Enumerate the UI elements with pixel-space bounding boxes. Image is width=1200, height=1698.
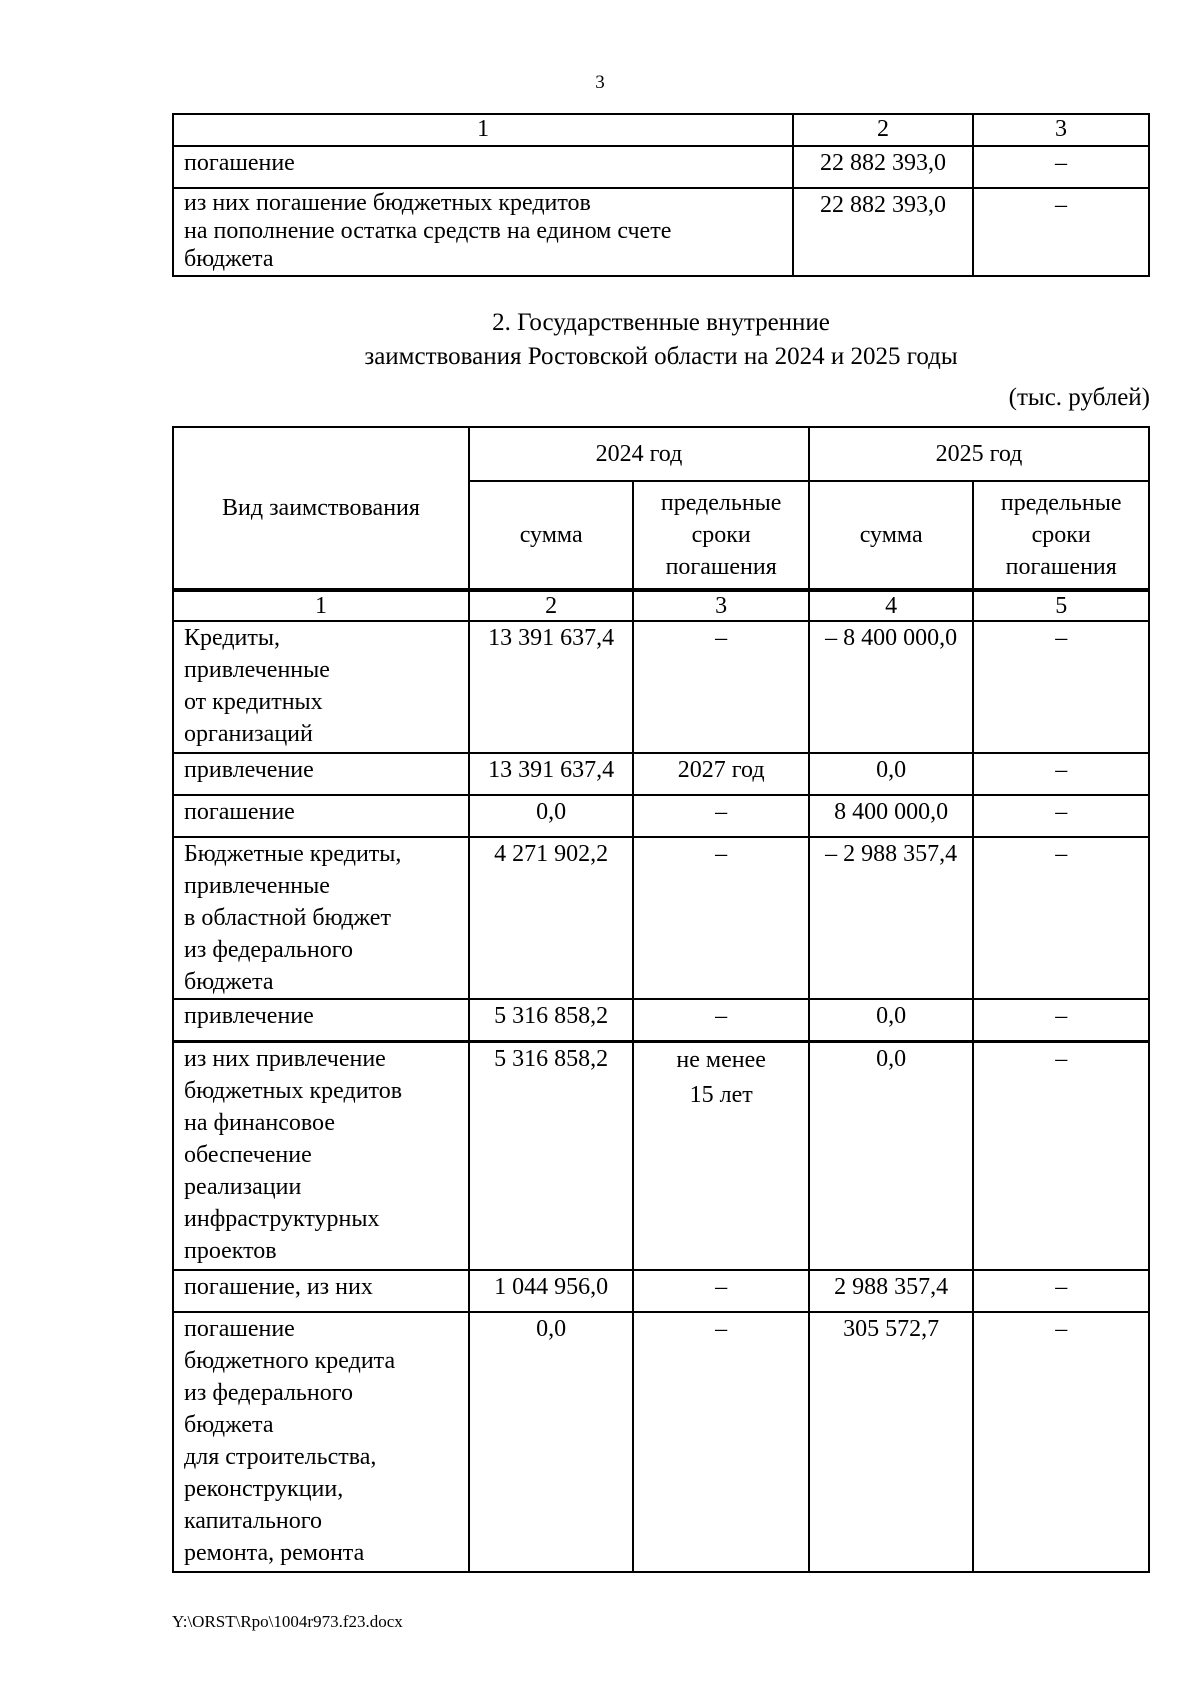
row-label: привлечение — [173, 753, 469, 795]
term-cell: – — [633, 621, 809, 753]
amount-cell: 0,0 — [469, 1312, 633, 1572]
page-number: 3 — [595, 72, 605, 93]
section-title-line: 2. Государственные внутренние — [492, 309, 830, 336]
term-cell: – — [973, 753, 1149, 795]
amount-cell: 5 316 858,2 — [469, 1042, 633, 1271]
row-label: погашение — [173, 146, 793, 188]
header-year-2025: 2025 год — [809, 427, 1149, 481]
amount-cell: – 8 400 000,0 — [809, 621, 973, 753]
amount-cell: 22 882 393,0 — [793, 188, 973, 276]
amount-cell: 2 988 357,4 — [809, 1270, 973, 1312]
amount-cell: 0,0 — [809, 753, 973, 795]
header-vid: Вид заимствования — [173, 427, 469, 590]
row-label: Бюджетные кредиты, привлеченные в областной бюджет из федерального бюджета — [173, 837, 469, 999]
term-cell: – — [633, 837, 809, 999]
term-cell: – — [633, 999, 809, 1042]
column-number: 1 — [173, 590, 469, 621]
table-row — [173, 999, 1149, 1042]
table-row — [173, 1312, 1149, 1572]
file-path-footer: Y:\ORST\Rpo\1004r973.f23.docx — [172, 1612, 403, 1631]
term-cell: 2027 год — [633, 753, 809, 795]
table-row — [173, 1042, 1149, 1271]
amount-cell: 13 391 637,4 — [469, 753, 633, 795]
term-cell: – — [973, 795, 1149, 837]
column-number: 2 — [793, 114, 973, 146]
amount-cell: 13 391 637,4 — [469, 621, 633, 753]
column-number: 1 — [173, 114, 793, 146]
column-number: 3 — [633, 590, 809, 621]
section-title-line: заимствования Ростовской области на 2024 и 2025 годы — [364, 343, 958, 370]
term-cell: – — [633, 1270, 809, 1312]
table-row — [173, 837, 1149, 999]
row-label: Кредиты, привлеченные от кредитных организаций — [173, 621, 469, 753]
table-header-row — [173, 114, 1149, 146]
row-label: привлечение — [173, 999, 469, 1042]
term-cell: – — [973, 999, 1149, 1042]
row-label: из них погашение бюджетных кредитов на пополнение остатка средств на едином счете бюджета — [173, 188, 793, 276]
row-label: из них привлечение бюджетных кредитов на финансовое обеспечение реализации инфраструктурных проектов — [173, 1042, 469, 1271]
table-row — [173, 146, 1149, 188]
row-label: погашение — [173, 795, 469, 837]
amount-cell: 5 316 858,2 — [469, 999, 633, 1042]
amount-cell: – 2 988 357,4 — [809, 837, 973, 999]
amount-cell: 1 044 956,0 — [469, 1270, 633, 1312]
term-cell: не менее 15 лет — [633, 1042, 809, 1271]
table-row — [173, 753, 1149, 795]
term-cell: – — [973, 146, 1149, 188]
column-numbers-row — [173, 590, 1149, 621]
term-cell: – — [973, 1270, 1149, 1312]
column-number: 2 — [469, 590, 633, 621]
term-cell: – — [973, 621, 1149, 753]
table-row — [173, 621, 1149, 753]
amount-cell: 0,0 — [809, 1042, 973, 1271]
continuation-table — [172, 113, 1150, 277]
header-sroki: предельные сроки погашения — [633, 481, 809, 590]
header-summa: сумма — [469, 481, 633, 590]
amount-cell: 22 882 393,0 — [793, 146, 973, 188]
borrowings-table — [172, 426, 1150, 1573]
term-cell: – — [633, 1312, 809, 1572]
term-cell: – — [633, 795, 809, 837]
table-row — [173, 1270, 1149, 1312]
column-number: 4 — [809, 590, 973, 621]
header-sroki: предельные сроки погашения — [973, 481, 1149, 590]
term-cell: – — [973, 837, 1149, 999]
row-label: погашение, из них — [173, 1270, 469, 1312]
amount-cell: 0,0 — [809, 999, 973, 1042]
section-title — [172, 306, 1150, 374]
amount-cell: 8 400 000,0 — [809, 795, 973, 837]
amount-cell: 4 271 902,2 — [469, 837, 633, 999]
column-number: 5 — [973, 590, 1149, 621]
term-cell: – — [973, 1042, 1149, 1271]
unit-label: (тыс. рублей) — [1008, 384, 1150, 411]
table-row — [173, 795, 1149, 837]
amount-cell: 0,0 — [469, 795, 633, 837]
header-summa: сумма — [809, 481, 973, 590]
term-cell: – — [973, 1312, 1149, 1572]
term-cell: – — [973, 188, 1149, 276]
table-header-row — [173, 427, 1149, 481]
header-year-2024: 2024 год — [469, 427, 809, 481]
column-number: 3 — [973, 114, 1149, 146]
row-label: погашение бюджетного кредита из федерального бюджета для строительства, реконструкции, капитального ремонта, ремонта — [173, 1312, 469, 1572]
amount-cell: 305 572,7 — [809, 1312, 973, 1572]
table-row — [173, 188, 1149, 276]
